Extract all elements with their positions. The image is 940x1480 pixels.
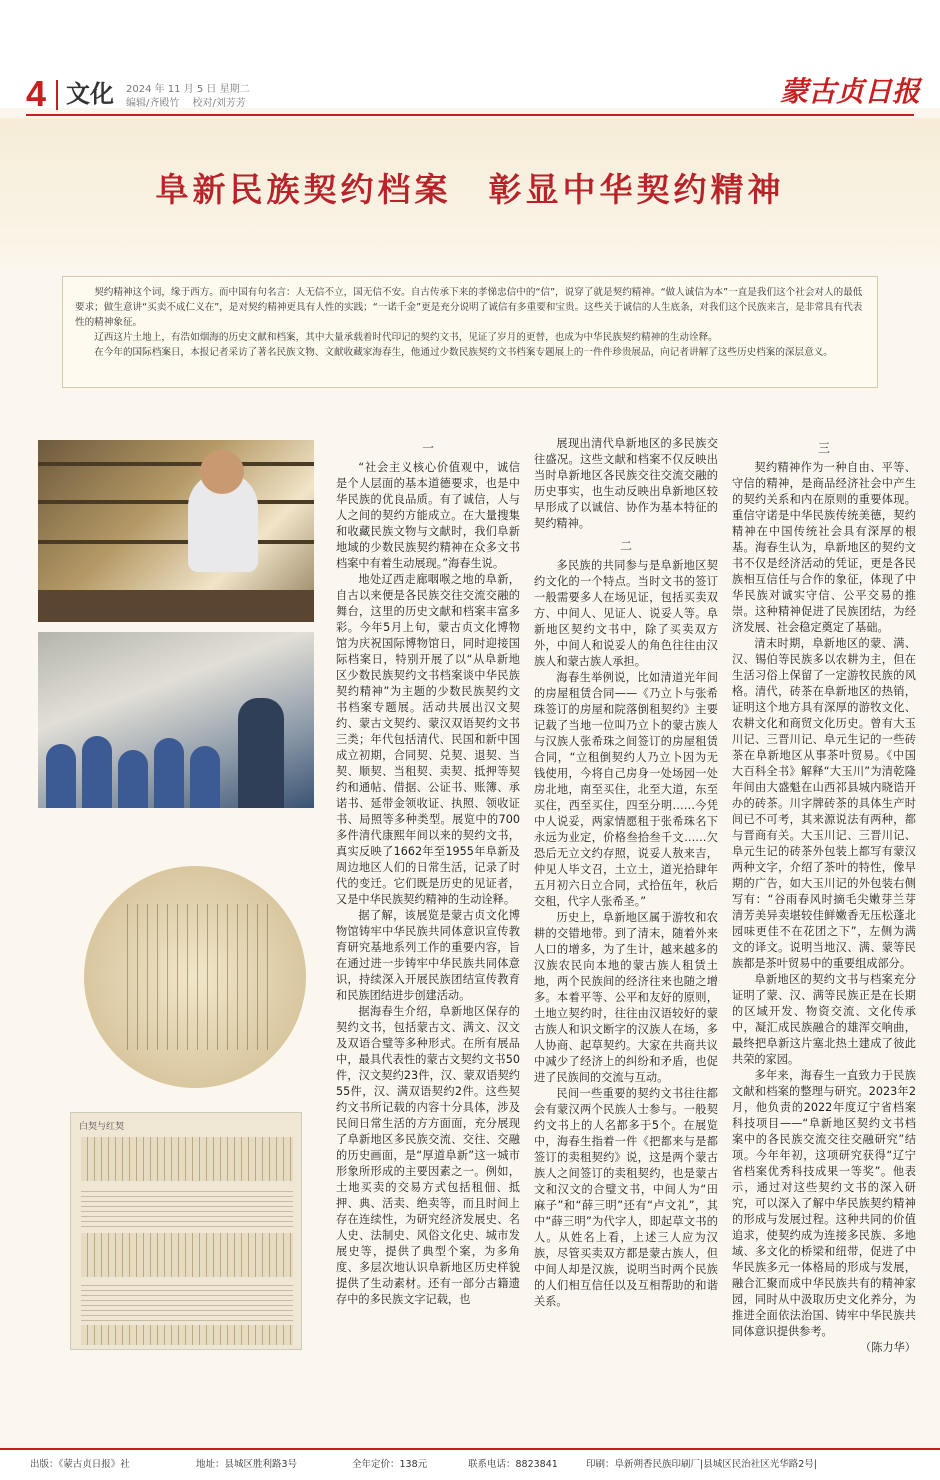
contract-image <box>81 1233 293 1277</box>
lead-paragraph: 辽西这片土地上，有浩如烟海的历史文献和档案，其中大量承载着时代印记的契约文书，见证了岁月的更替，也成为中华民族契约精神的生动诠释。 <box>94 332 718 343</box>
page-number: 4 <box>26 73 47 114</box>
photo-collector-at-desk <box>38 440 314 622</box>
student-figure <box>118 750 148 808</box>
section-title: 文化 <box>66 80 114 108</box>
panel-text <box>81 1187 293 1227</box>
desk <box>38 590 314 622</box>
header-rule <box>26 114 914 116</box>
script-lines <box>118 904 272 1050</box>
lead-box <box>62 276 878 388</box>
footer-phone: 联系电话：8823841 <box>468 1459 558 1470</box>
masthead <box>0 0 940 114</box>
section-number: 二 <box>619 539 632 553</box>
body-paragraph: 多民族的共同参与是阜新地区契约文化的一个特点。当时文书的签订一般需要多人在场见证，包括买卖双方、中间人、见证人、说妥人等。阜新地区契约文书中，除了买卖双方外，中间人和说妥人的角色往往由汉族人和蒙古族人承担。 <box>534 559 718 668</box>
student-figure <box>46 744 76 808</box>
footer-printer: 印刷：阜新朔香民族印刷厂|县城区民治社区光华路2号| <box>586 1459 817 1470</box>
footer-publisher: 出版：《蒙古贞日报》社 <box>30 1459 130 1470</box>
newspaper-logo: 蒙古贞日报 <box>780 75 921 108</box>
photo-students-exhibition <box>38 632 314 808</box>
section-number: 三 <box>817 441 830 455</box>
body-paragraph: “社会主义核心价值观中，诚信是个人层面的基本道德要求，也是中华民族的优良品质。有了诚信，人与人之间的契约方能成立。在大量搜集和收藏民族文物与文献时，我们阜新地域的少数民族契约精神在众多文书档案中有着生动展现。”海春生说。 <box>336 461 520 570</box>
student-figure <box>154 738 184 808</box>
body-paragraph: 展现出清代阜新地区的多民族交往盛况。这些文献和档案不仅反映出当时阜新地区各民族交往交流交融的历史事实，也生动反映出阜新地区较早形成了以诚信、协作为基本特征的契约精神。 <box>534 437 718 530</box>
body-paragraph: 历史上，阜新地区属于游牧和农耕的交错地带。到了清末，随着外来人口的增多，为了生计，越来越多的汉族农民向本地的蒙古族人租赁土地，两个民族间的经济往来也随之增多。本着平等、公平和友好的原则，土地立契约时，往往由汉语较好的蒙古族人和识文断字的汉族人在场，多人协商、起草契约。大家在共商共议中减少了经济上的纠纷和矛盾，也促进了民族间的交流与互动。 <box>534 911 718 1084</box>
headline: 阜新民族契约档案 彰显中华契约精神 <box>155 170 785 209</box>
contract-image <box>81 1325 293 1345</box>
article-column-1 <box>336 440 520 1308</box>
article-column-3 <box>732 440 916 1356</box>
student-figure <box>82 736 112 808</box>
bookshelf <box>38 540 314 544</box>
masthead-divider <box>56 80 58 110</box>
panel-caption: 白契与红契 <box>79 1122 125 1132</box>
section-number: 一 <box>421 441 434 455</box>
footer-address: 地址：县城区胜利路3号 <box>196 1459 298 1470</box>
body-paragraph: 据了解，该展览是蒙古贞文化博物馆铸牢中华民族共同体意识宣传教育研究基地系列工作的重要内容，旨在通过进一步铸牢中华民族共同体意识，持续深入开展民族团结宣传教育和民族团结进步创建活动。 <box>336 909 520 1002</box>
body-paragraph: 多年来，海春生一直致力于民族文献和档案的整理与研究。2023年2月，他负责的2022年度辽宁省档案科技项目——“阜新地区契约文书档案中的各民族交流交往交融研究”结项。今年年初，这项研究获得“辽宁省档案优秀科技成果一等奖”。他表示，通过对这些契约文书的深入研究，可以深入了解中华民族契约精神的形成与发展过程。这种共同的价值追求，使契约成为连接多民族、多地域、多文化的桥梁和纽带，促进了中华民族多元一体格局的形成与发展，融合汇聚而成中华民族共有的精神家园，同时从中汲取历史文化养分，为推进全面依法治国、铸牢中华民族共同体意识提供参考。 <box>732 1069 916 1338</box>
guide-figure <box>238 698 284 808</box>
body-paragraph: 契约精神作为一种自由、平等、守信的精神，是商品经济社会中产生的契约关系和内在原则的重要体现。重信守诺是中华民族传统美德，契约精神在中国传统社会具有深厚的根基。海春生认为，阜新地区的契约文书不仅是经济活动的凭证，更是各民族相互信任与合作的象征，体现了中华民族对诚实守信、公平交易的推崇。这种精神促进了民族团结，为经济发展、社会稳定奠定了基础。 <box>732 461 916 634</box>
bookshelf <box>38 462 314 466</box>
body-paragraph: 据海春生介绍，阜新地区保存的契约文书，包括蒙古文、满文、汉文及双语合璧等多种形式。在所有展品中，最具代表性的蒙古文契约文书50件，汉文契约23件，汉、蒙双语契约55件，汉、满双语契约2件。这些契约文书所记载的内容十分具体，涉及民间日常生活的方方面面，充分展现了阜新地区多民族交流、交往、交融的历史画面，是“厚道阜新”这一城市形象所形成的主要因素之一。例如，土地买卖的交易方式包括租佃、抵押、典、活卖、绝卖等，而且时间上存在连续性，为研究经济发展史、名人史、法制史、风俗文化史、城市发展史等，提供了典型个案，为多角度、多层次地认识阜新地区历史样貌提供了生动素材。还有一部分古籍遗存中的多民族文字记载，也 <box>336 1005 520 1306</box>
article-column-2 <box>534 436 718 1310</box>
photo-contract-panel <box>70 1112 302 1350</box>
bookshelf <box>38 500 314 504</box>
student-figure <box>190 746 220 808</box>
body-paragraph: 民间一些重要的契约文书往往都会有蒙汉两个民族人士参与。一般契约文书上的人名都多于5个。在展览中，海春生指着一件《把都来与是都签订的卖租契约》说，这是两个蒙古族人之间签订的卖租契约，也是蒙古文和汉文的合璧文书，中间人为“田麻子”和“薛三明”还有“卢文礼”，其中“薛三明”为代字人，即起草文书的人。从姓名上看，上述三人应为汉族，尽管买卖双方都是蒙古族人，但中间人却是汉族，说明当时两个民族的人们相互信任以及互相帮助的和谐关系。 <box>534 1087 718 1308</box>
lead-paragraph: 在今年的国际档案日，本报记者采访了著名民族文物、文献收藏家海春生，他通过少数民族契约文书档案专题展上的一件件珍贵展品，向记者讲解了这些历史档案的深层意义。 <box>94 347 833 358</box>
editors-line: 编辑/齐殿竹 校对/刘芳芳 <box>126 98 246 109</box>
body-paragraph: 清末时期，阜新地区的蒙、满、汉、锡伯等民族多以农耕为主，但在生活习俗上保留了一定游牧民族的风格。清代，砖茶在阜新地区的热销，证明这个地方具有深厚的游牧文化、农耕文化和商贸文化历史。曾有大玉川记、三晋川记、阜元生记的一些砖茶在阜新地区从事茶叶贸易。《中国大百科全书》解释“大玉川”为清乾隆年间由大盛魁在山西祁县城内晓诰开办的砖茶。川字牌砖茶的具体生产时间已不可考，其来源说法有两种，都与晋商有关。大玉川记、三晋川记、阜元生记的砖茶外包装上都写有蒙汉两种文字，介绍了茶叶的特性，像早期的广告，如大玉川记的外包装右侧写有：“谷雨春风时摘毛尖嫩芽兰芽清芳美异卖堪较佳鲜嫩香无压松蓬北园味更佳不在花团之下”，左侧为满文的译文。说明当地汉、满、蒙等民族都是茶叶贸易中的重要组成部分。 <box>732 637 916 970</box>
footer <box>0 1448 940 1480</box>
body-paragraph: 地处辽西走廊咽喉之地的阜新，自古以来便是各民族交往交流交融的舞台，这里的历史文献和档案丰富多彩。今年5月上旬，蒙古贞文化博物馆为庆祝国际博物馆日，同时迎接国际档案日，特别开展了以“从阜新地区少数民族契约文书档案谈中华民族契约精神”为主题的少数民族契约文书档案专题展。活动共展出汉文契约、蒙古文契约、蒙汉双语契约文书三类；年代包括清代、民国和新中国成立初期，合同契、兑契、退契、当契、顺契、当租契、卖契、抵押等契约和通帖、借据、公证书、账簿、承诺书、延带金领收证、执照、领收证书、局照等多种类型。展览中的700多件清代康熙年间以来的契约文书，真实反映了1662年至1955年阜新及周边地区人们的日常生活，记录了时代的变迁。它们既是历史的见证者，又是中华民族契约精神的生动诠释。 <box>336 573 520 906</box>
date-line: 2024 年 11 月 5 日 星期二 <box>126 84 250 95</box>
author-byline: （陈力华） <box>860 1341 916 1354</box>
contract-image <box>81 1137 293 1181</box>
photo-round-contract <box>84 866 306 1088</box>
footer-price: 全年定价：138元 <box>352 1459 428 1470</box>
body-paragraph: 阜新地区的契约文书与档案充分证明了蒙、汉、满等民族正是在长期的区域开发、物资交流、文化传承中，凝汇成民族融合的雄浑交响曲，最终把阜新这片塞北热土建成了彼此共荣的家园。 <box>732 973 916 1066</box>
person-head <box>200 450 244 494</box>
body-paragraph: 海春生举例说，比如清道光年间的房屋租赁合同——《乃立卜与张希珠签订的房屋和院落倒租契约》主要记载了当地一位叫乃立卜的蒙古族人与汉族人张希珠之间签订的房屋租赁合同，“立租倒契约人乃立卜因为无钱使用，今将自己房身一处场园一处房北地，南至买住，北至大道，东至买住，西至买住，四至分明……今凭中人说妥，两家情愿租于张希珠名下永远为业定，价格叁拾叁千文……欠恐后无立文约存照，说妥人敖来吉，仲见人毕文召，土立土，道光拾肆年五月初六日立合同，式拾伍年，秋后交租，代字人张希圣。” <box>534 671 718 908</box>
panel-text <box>81 1281 293 1321</box>
lead-paragraph: 契约精神这个词，缘于西方。而中国有句名言：人无信不立，国无信不安。自古传承下来的孝悌忠信中的“信”，说穿了就是契约精神。“做人诚信为本”一直是我们这个社会对人的最低要求；做生意讲“买卖不成仁义在”，是对契约精神更具有人性的实践；“一诺千金”更是充分说明了诚信有多重要和宝贵。这些关于诚信的人生底条，对我们这个民族来言，是非常具有代表性的精神象征。 <box>75 287 863 328</box>
